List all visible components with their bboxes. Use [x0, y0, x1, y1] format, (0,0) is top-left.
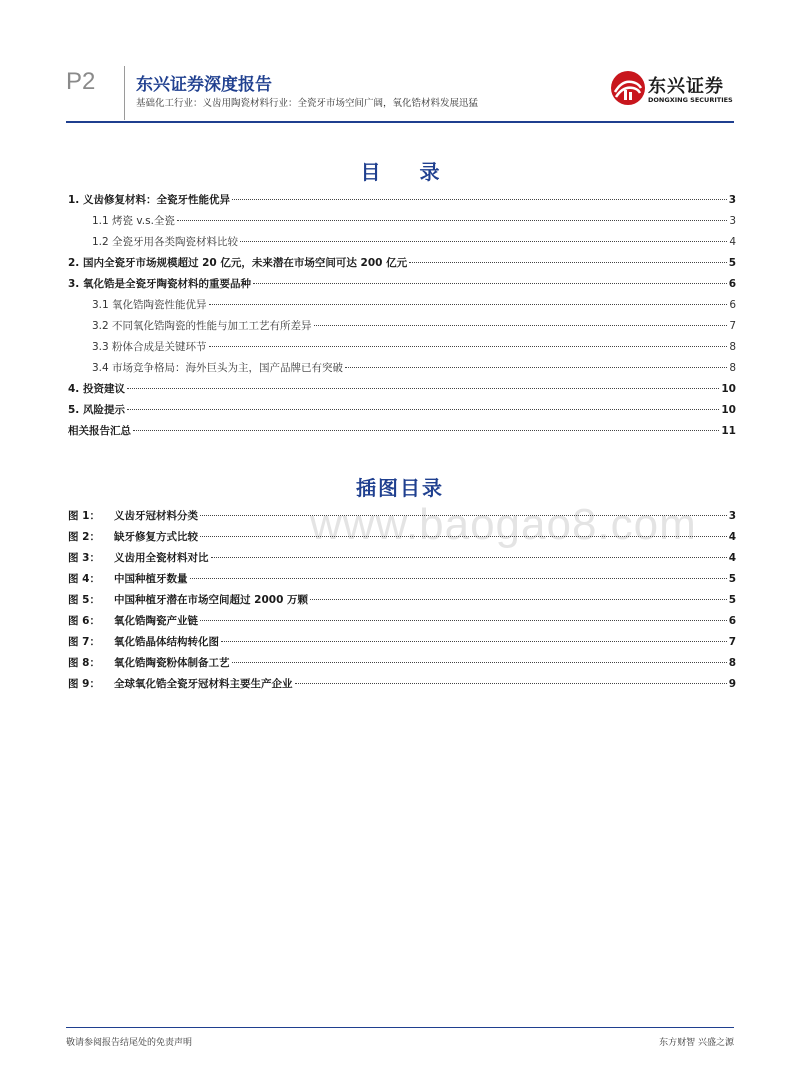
report-title: 东兴证券深度报告 [136, 75, 272, 95]
toc-entry[interactable] [68, 360, 736, 378]
figure-label: 义齿用全瓷材料对比 [114, 552, 209, 564]
toc-entry-page: 11 [721, 425, 736, 437]
toc-entry[interactable] [68, 255, 736, 273]
logo-emblem-icon [610, 70, 646, 106]
figure-entry[interactable] [68, 529, 736, 547]
company-logo [610, 70, 734, 110]
figure-number: 图 3： [68, 552, 100, 564]
page-number: P2 [66, 68, 96, 95]
toc-entry-label: 5. 风险提示 [68, 404, 125, 416]
toc-entry[interactable] [68, 297, 736, 315]
leader-dots [221, 641, 727, 642]
figure-entry[interactable] [68, 676, 736, 694]
toc-entry[interactable] [68, 318, 736, 336]
figure-entry[interactable] [68, 592, 736, 610]
figure-label: 氧化锆晶体结构转化图 [114, 636, 219, 648]
toc-entry-label: 4. 投资建议 [68, 383, 125, 395]
logo-text-cn: 东兴证券 [648, 76, 724, 97]
figure-page: 7 [728, 636, 736, 648]
toc-entry-label: 1.1 烤瓷 v.s.全瓷 [92, 215, 175, 227]
figure-label: 中国种植牙数量 [114, 573, 188, 585]
leader-dots [409, 262, 727, 263]
leader-dots [200, 536, 727, 537]
figure-page: 5 [728, 594, 736, 606]
leader-dots [310, 599, 727, 600]
leader-dots [127, 409, 719, 410]
toc-entry-page: 10 [721, 404, 736, 416]
header-divider [124, 66, 125, 120]
leader-dots [232, 199, 727, 200]
leader-dots [127, 388, 719, 389]
figure-label: 全球氧化锆全瓷牙冠材料主要生产企业 [114, 678, 293, 690]
disclaimer-note: 敬请参阅报告结尾处的免责声明 [66, 1038, 193, 1048]
figure-entry[interactable] [68, 571, 736, 589]
logo-text-en: DONGXING SECURITIES [648, 96, 733, 104]
figure-entry[interactable] [68, 508, 736, 526]
leader-dots [200, 515, 727, 516]
figure-entry[interactable] [68, 655, 736, 673]
figure-page: 3 [728, 510, 736, 522]
leader-dots [200, 620, 727, 621]
leader-dots [177, 220, 727, 221]
toc-entry-page: 8 [729, 341, 736, 353]
toc-entry-page: 6 [728, 278, 736, 290]
figure-number: 图 6： [68, 615, 100, 627]
toc-entry[interactable] [68, 423, 736, 441]
leader-dots [253, 283, 727, 284]
figure-number: 图 4： [68, 573, 100, 585]
figure-number: 图 2： [68, 531, 100, 543]
toc-entry-page: 5 [728, 257, 736, 269]
figure-label: 中国种植牙潜在市场空间超过 2000 万颗 [114, 594, 309, 606]
toc-entry-label: 相关报告汇总 [68, 425, 131, 437]
figure-entry[interactable] [68, 634, 736, 652]
leader-dots [211, 557, 727, 558]
leader-dots [295, 683, 727, 684]
footer-slogan: 东方财智 兴盛之源 [659, 1038, 734, 1048]
figure-label: 氧化锆陶瓷产业链 [114, 615, 198, 627]
header-rule [66, 121, 734, 123]
figure-label: 义齿牙冠材料分类 [114, 510, 198, 522]
report-subtitle: 基础化工行业：义齿用陶瓷材料行业：全瓷牙市场空间广阔，氧化锆材料发展迅猛 [136, 98, 479, 109]
watermark: www.baogao8.com [310, 500, 697, 549]
figure-label: 氧化锆陶瓷粉体制备工艺 [114, 657, 230, 669]
toc-entry-page: 4 [729, 236, 736, 248]
figure-number: 图 1： [68, 510, 100, 522]
toc-entry[interactable] [68, 213, 736, 231]
leader-dots [232, 662, 727, 663]
toc-entry[interactable] [68, 402, 736, 420]
figure-page: 6 [728, 615, 736, 627]
toc-entry-label: 3.1 氧化锆陶瓷性能优异 [92, 299, 207, 311]
toc-entry-page: 6 [729, 299, 736, 311]
toc-entry-label: 1. 义齿修复材料：全瓷牙性能优异 [68, 194, 230, 206]
toc-entry[interactable] [68, 192, 736, 210]
leader-dots [345, 367, 727, 368]
toc-entry-label: 2. 国内全瓷牙市场规模超过 20 亿元，未来潜在市场空间可达 200 亿元 [68, 257, 408, 269]
toc-heading: 目 录 [360, 160, 456, 184]
toc-entry-page: 8 [729, 362, 736, 374]
figure-entry[interactable] [68, 613, 736, 631]
toc-entry-page: 7 [729, 320, 736, 332]
toc-entry-page: 3 [728, 194, 736, 206]
toc-entry[interactable] [68, 381, 736, 399]
toc-entry-label: 3.2 不同氧化锆陶瓷的性能与加工工艺有所差异 [92, 320, 312, 332]
leader-dots [209, 304, 728, 305]
leader-dots [314, 325, 728, 326]
page-header [66, 62, 734, 124]
figure-number: 图 7： [68, 636, 100, 648]
figure-list-heading: 插图目录 [356, 476, 444, 500]
leader-dots [133, 430, 719, 431]
figure-page: 4 [728, 531, 736, 543]
footer-rule [66, 1027, 734, 1028]
figure-page: 8 [728, 657, 736, 669]
leader-dots [190, 578, 727, 579]
toc-entry-page: 10 [721, 383, 736, 395]
leader-dots [209, 346, 728, 347]
leader-dots [240, 241, 727, 242]
figure-number: 图 5： [68, 594, 100, 606]
figure-label: 缺牙修复方式比较 [114, 531, 198, 543]
figure-page: 5 [728, 573, 736, 585]
figure-page: 4 [728, 552, 736, 564]
toc-entry[interactable] [68, 234, 736, 252]
toc-entry-label: 1.2 全瓷牙用各类陶瓷材料比较 [92, 236, 239, 248]
toc-entry-page: 3 [729, 215, 736, 227]
figure-number: 图 9： [68, 678, 100, 690]
figure-entry[interactable] [68, 550, 736, 568]
toc-entry[interactable] [68, 276, 736, 294]
toc-entry[interactable] [68, 339, 736, 357]
toc-entry-label: 3.4 市场竞争格局：海外巨头为主，国产品牌已有突破 [92, 362, 344, 374]
toc-entry-label: 3.3 粉体合成是关键环节 [92, 341, 207, 353]
toc-entry-label: 3. 氧化锆是全瓷牙陶瓷材料的重要品种 [68, 278, 251, 290]
figure-number: 图 8： [68, 657, 100, 669]
figure-page: 9 [728, 678, 736, 690]
